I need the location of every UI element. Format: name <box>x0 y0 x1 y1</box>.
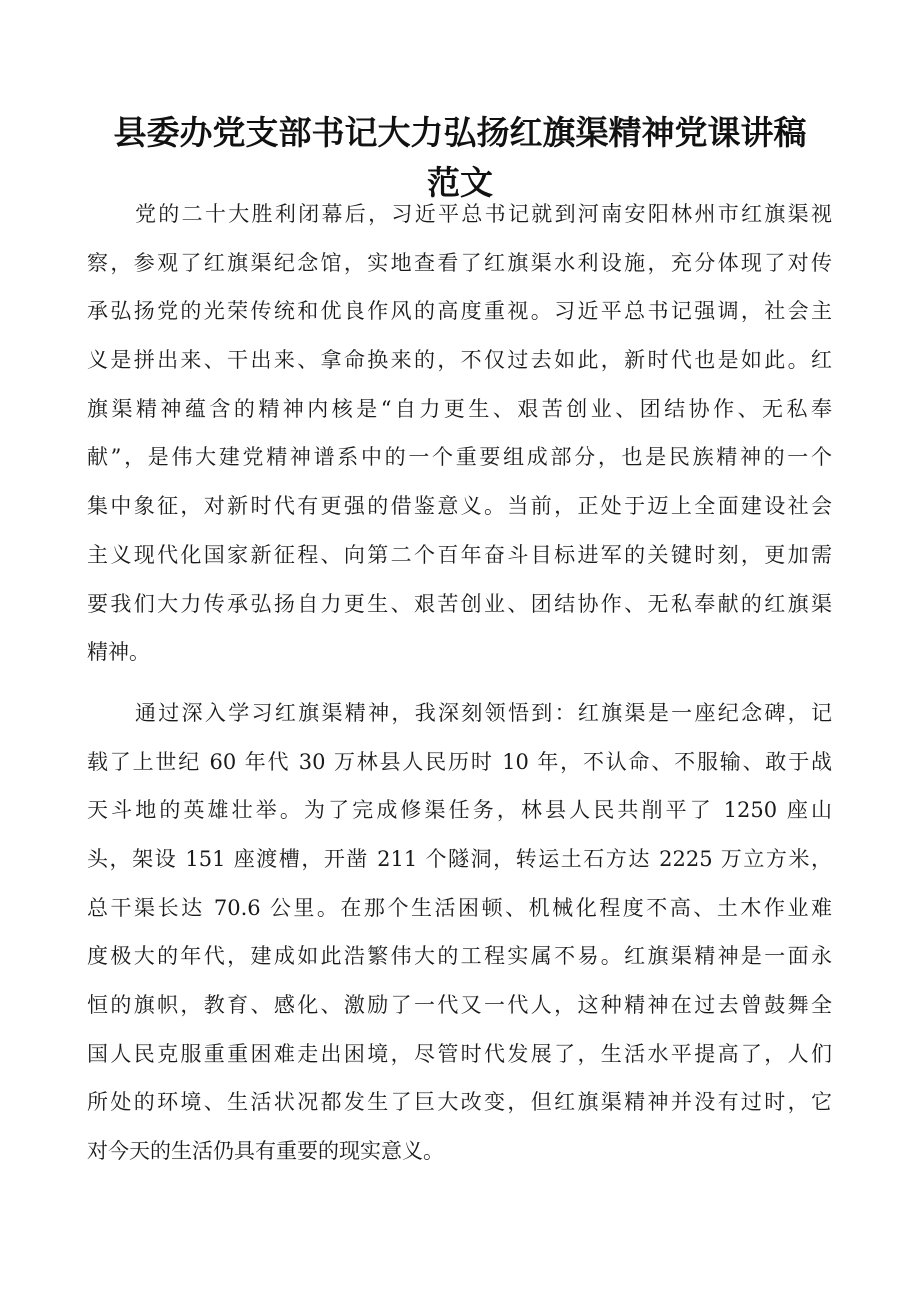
paragraph-line: 旗渠精神蕴含的精神内核是“自力更生、艰苦创业、团结协作、无私奉 <box>87 396 832 421</box>
paragraph-gap <box>87 677 832 689</box>
paragraph-line: 党的二十大胜利闭幕后，习近平总书记就到河南安阳林州市红旗渠视 <box>135 202 832 226</box>
paragraph-line: 天斗地的英雄壮举。为了完成修渠任务，林县人民共削平了 1250 座山 <box>87 798 832 823</box>
paragraph-line: 国人民克服重重困难走出困境，尽管时代发展了，生活水平提高了，人们 <box>87 1041 832 1066</box>
paragraph-line: 总干渠长达 70.6 公里。在那个生活困顿、机械化程度不高、土木作业难 <box>87 895 832 920</box>
title-line-2: 范文 <box>427 163 493 202</box>
document-body <box>87 190 832 1176</box>
paragraph-line: 所处的环境、生活状况都发生了巨大改变，但红旗渠精神并没有过时，它 <box>87 1090 832 1115</box>
paragraph-line: 精神。 <box>87 640 150 665</box>
paragraph-2 <box>87 689 832 1176</box>
paragraph-line: 头，架设 151 座渡槽，开凿 211 个隧洞，转运土石方达 2225 万立方米， <box>87 846 832 871</box>
paragraph-line: 义是拼出来、干出来、拿命换来的，不仅过去如此，新时代也是如此。红 <box>87 348 832 373</box>
paragraph-1 <box>87 190 832 677</box>
paragraph-line: 要我们大力传承弘扬自力更生、艰苦创业、团结协作、无私奉献的红旗渠 <box>87 591 832 616</box>
paragraph-line: 对今天的生活仍具有重要的现实意义。 <box>87 1139 444 1164</box>
paragraph-line: 承弘扬党的光荣传统和优良作风的高度重视。习近平总书记强调，社会主 <box>87 299 832 324</box>
paragraph-line: 主义现代化国家新征程、向第二个百年奋斗目标进军的关键时刻，更加需 <box>87 542 832 567</box>
paragraph-line: 献”，是伟大建党精神谱系中的一个重要组成部分，也是民族精神的一个 <box>87 445 832 470</box>
title-line-1: 县委办党支部书记大力弘扬红旗渠精神党课讲稿 <box>113 113 807 152</box>
paragraph-line: 察，参观了红旗渠纪念馆，实地查看了红旗渠水利设施，充分体现了对传 <box>87 250 832 275</box>
paragraph-line: 集中象征，对新时代有更强的借鉴意义。当前，正处于迈上全面建设社会 <box>87 494 832 519</box>
paragraph-line: 通过深入学习红旗渠精神，我深刻领悟到：红旗渠是一座纪念碑，记 <box>135 700 832 725</box>
paragraph-line: 度极大的年代，建成如此浩繁伟大的工程实属不易。红旗渠精神是一面永 <box>87 944 832 969</box>
paragraph-line: 恒的旗帜，教育、感化、激励了一代又一代人，这种精神在过去曾鼓舞全 <box>87 993 832 1017</box>
paragraph-line: 载了上世纪 60 年代 30 万林县人民历时 10 年，不认命、不服输、敢于战 <box>87 749 832 774</box>
